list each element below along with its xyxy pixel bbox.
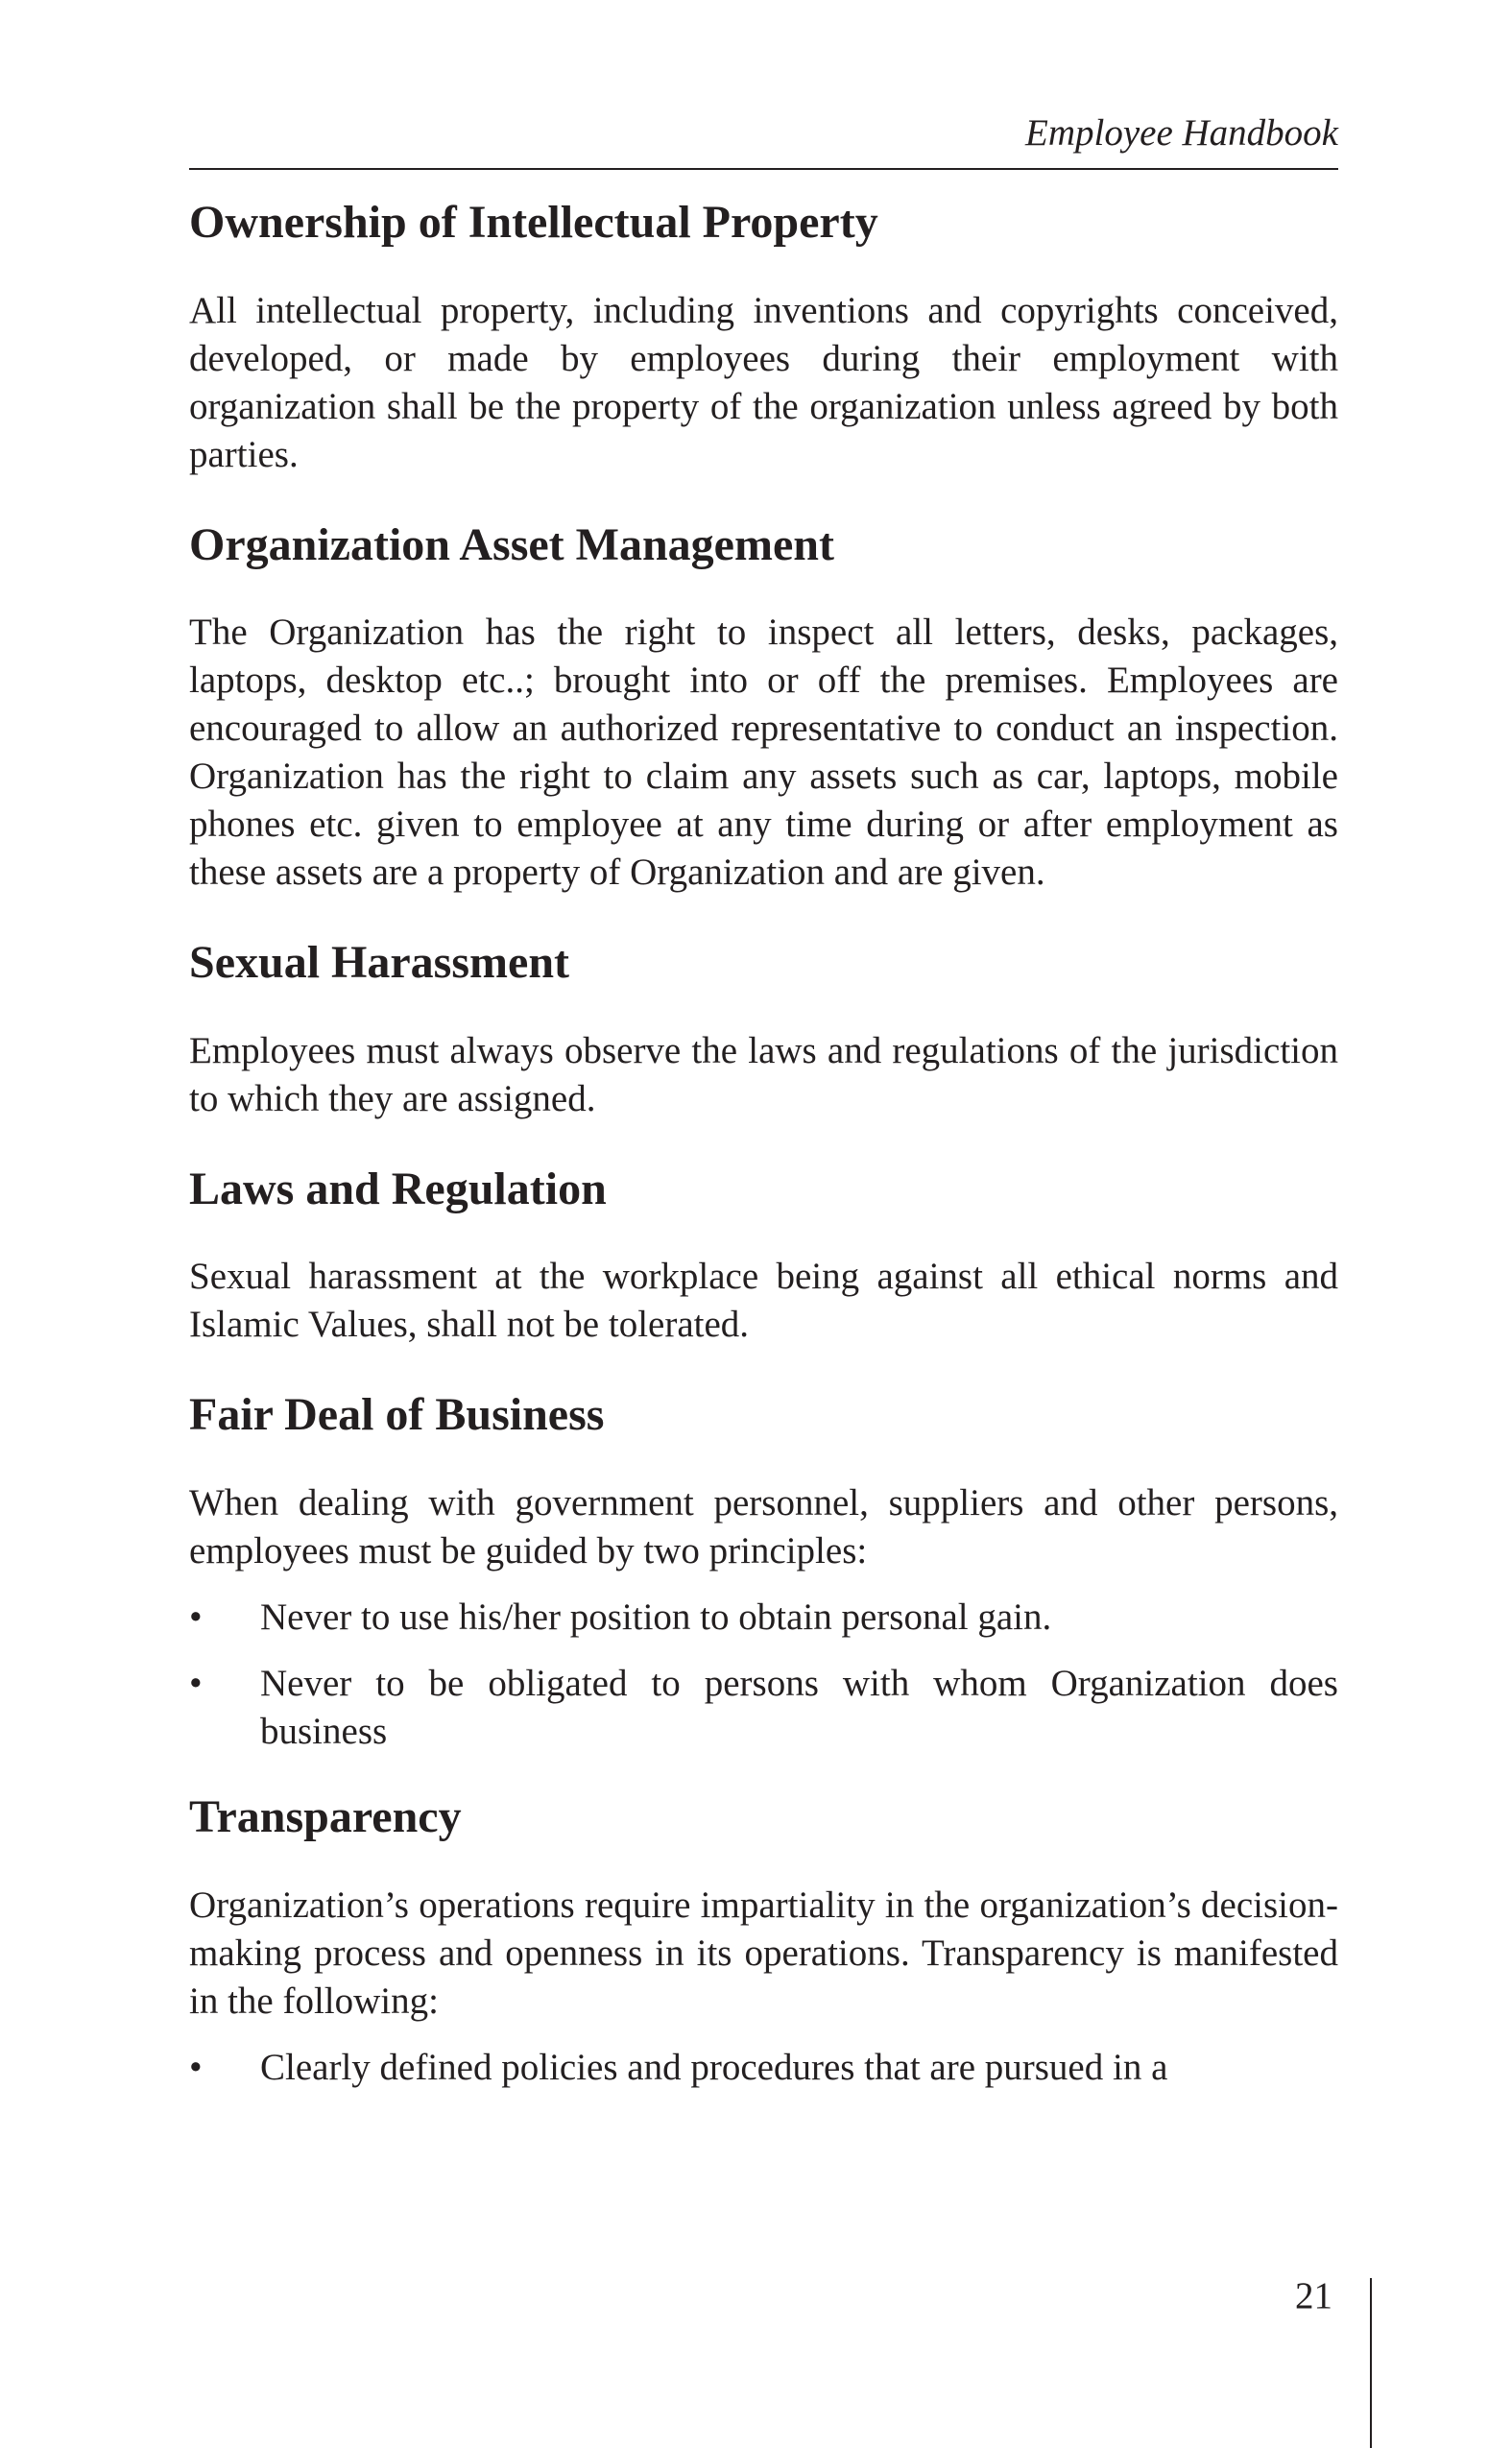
running-header-title: Employee Handbook (1025, 112, 1338, 154)
section-paragraph: When dealing with government personnel, suppliers and other persons, employees must be guided by two principles: (189, 1481, 1338, 1572)
section-heading-fair-deal-of-business: Fair Deal of Business (189, 1389, 605, 1441)
bullet-marker: • (189, 1596, 203, 1638)
bullet-marker: • (189, 1662, 203, 1704)
bullet-list-item (189, 2044, 1338, 2092)
page-number: 21 (1295, 2275, 1332, 2316)
page-edge-rule (1370, 2278, 1372, 2448)
section-paragraph: All intellectual property, including inventions and copyrights conceived, developed, or made by employees during their employment with organization shall be the property of the organization unless agreed by both parties. (189, 289, 1338, 475)
section-heading-intellectual-property: Ownership of Intellectual Property (189, 197, 878, 248)
bullet-marker: • (189, 2046, 203, 2088)
section-heading-sexual-harassment: Sexual Harassment (189, 937, 569, 989)
bullet-text: Never to use his/her position to obtain personal gain. (260, 1596, 1052, 1638)
section-paragraph: Employees must always observe the laws and regulations of the jurisdiction to which they are assigned. (189, 1029, 1338, 1119)
section-paragraph: Sexual harassment at the workplace being against all ethical norms and Islamic Values, shall not be tolerated. (189, 1256, 1338, 1346)
header-rule (189, 168, 1338, 170)
section-heading-laws-and-regulation: Laws and Regulation (189, 1163, 607, 1214)
bullet-list-item (189, 1660, 1338, 1756)
section-paragraph: Organization’s operations require impartiality in the organization’s decision-making process and openness in its operations. Transparency is manifested in the following: (189, 1884, 1338, 2022)
page-body (189, 195, 1338, 2092)
section-paragraph: The Organization has the right to inspect all letters, desks, packages, laptops, desktop etc..; brought into or off the premises. Employees are encouraged to allow an authorized representative to conduct an inspection. Organization has the right to claim any assets such as car, laptops, mobile phones etc. given to employee at any time during or after employment as these assets are a property of Organization and are given. (189, 612, 1338, 894)
bullet-text: Clearly defined policies and procedures that are pursued in a (260, 2046, 1168, 2088)
bullet-list-item (189, 1594, 1338, 1642)
section-heading-asset-management: Organization Asset Management (189, 518, 834, 570)
section-heading-transparency: Transparency (189, 1790, 462, 1842)
bullet-text: Never to be obligated to persons with whom Organization does business (260, 1662, 1338, 1752)
